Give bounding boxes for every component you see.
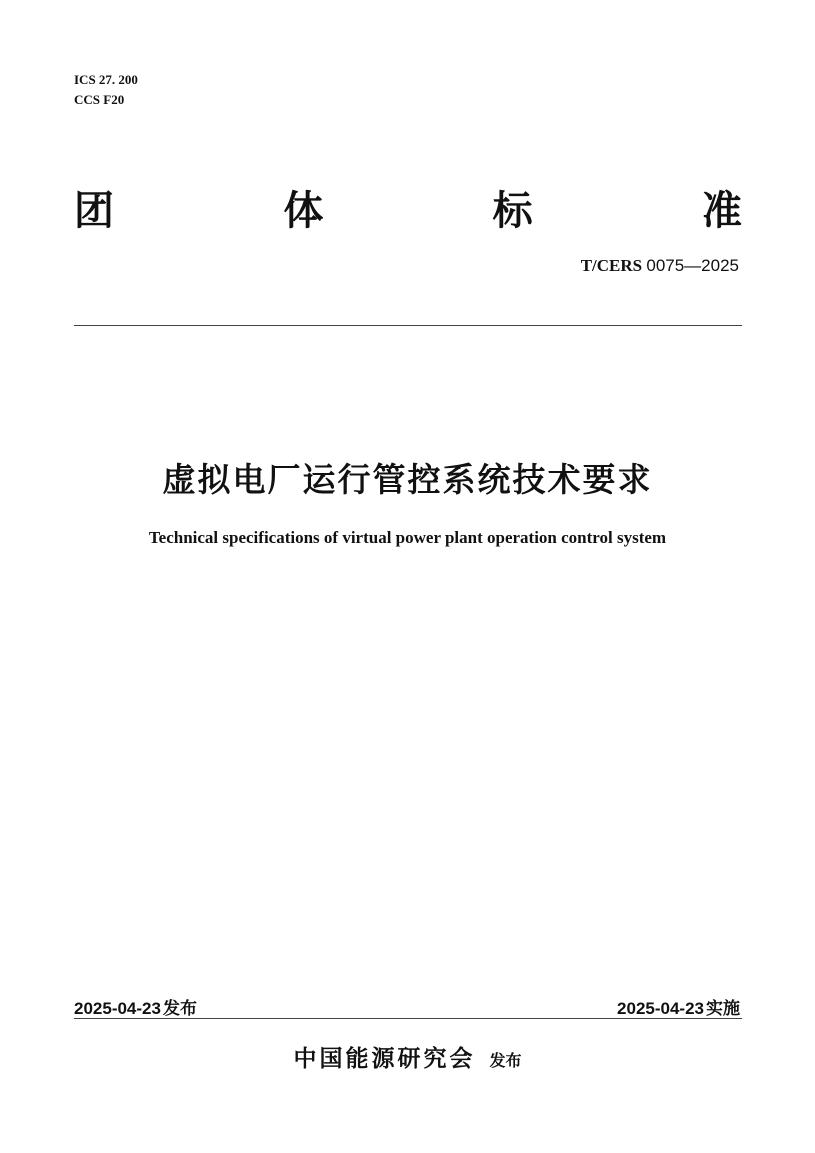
standard-number-value: 0075—2025 bbox=[646, 256, 739, 275]
publisher-line bbox=[0, 1040, 815, 1073]
classification-codes bbox=[74, 70, 138, 110]
ccs-code: CCS F20 bbox=[74, 92, 125, 107]
ics-code: ICS 27. 200 bbox=[74, 72, 138, 87]
publisher-suffix: 发布 bbox=[489, 1051, 522, 1070]
standard-number-prefix: T/CERS bbox=[580, 256, 647, 275]
standard-type-heading bbox=[74, 186, 742, 236]
title-english: Technical specifications of virtual power plant operation control system bbox=[148, 528, 667, 547]
top-divider bbox=[74, 325, 742, 326]
standard-type-char-2: 体 bbox=[283, 188, 324, 234]
standard-type-char-1: 团 bbox=[74, 188, 114, 234]
implementation-date: 2025-04-23 bbox=[617, 999, 704, 1018]
issue-label: 发布 bbox=[162, 999, 197, 1019]
standard-type-char-3: 标 bbox=[492, 188, 533, 234]
standard-number bbox=[581, 256, 739, 276]
title-chinese: 虚拟电厂运行管控系统技术要求 bbox=[162, 460, 653, 499]
implementation-date-line bbox=[617, 994, 740, 1019]
bottom-divider bbox=[74, 1018, 742, 1019]
issue-date: 2025-04-23 bbox=[74, 999, 161, 1018]
publisher-name: 中国能源研究会 bbox=[293, 1046, 476, 1072]
standard-type-char-4: 准 bbox=[701, 188, 742, 234]
implementation-label: 实施 bbox=[706, 999, 740, 1019]
issue-date-line bbox=[74, 994, 197, 1019]
